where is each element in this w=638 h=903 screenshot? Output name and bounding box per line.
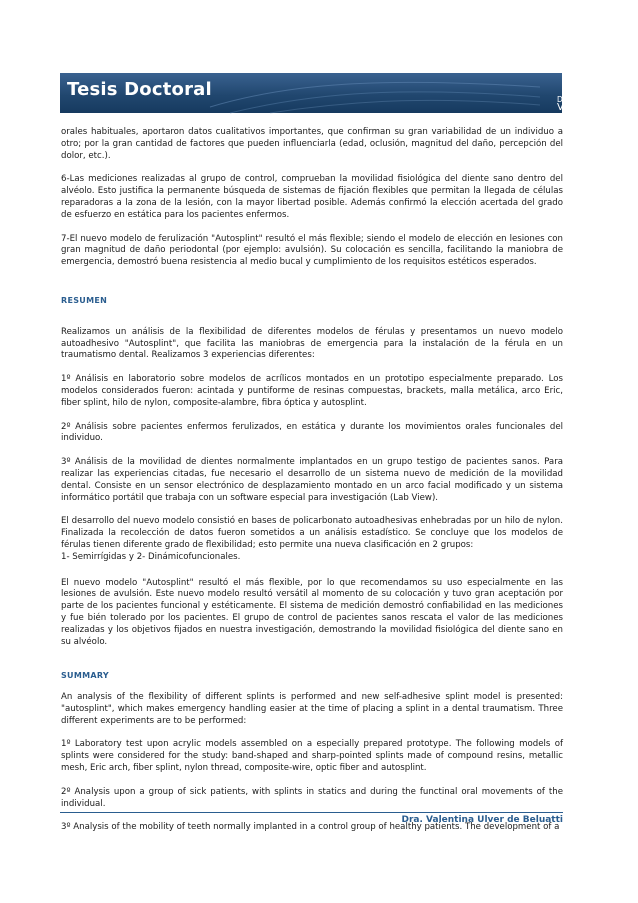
section-heading-summary: SUMMARY bbox=[61, 671, 109, 681]
paragraph: 2º Analysis upon a group of sick patients, with splints in statics and during the functinal oral movements of the individual. bbox=[61, 786, 563, 809]
header-banner bbox=[60, 73, 606, 113]
paragraph: Realizamos un análisis de la flexibilidad de diferentes modelos de férulas y presentamos un nuevo modelo autoadhesivo "Autosplint", que facilita las maniobras de emergencia para la instalación de la férula en un traumatismo dental. Realizamos 3 experiencias diferentes: bbox=[61, 326, 563, 361]
paragraph: 7-El nuevo modelo de ferulización "Autosplint" resultó el más flexible; siendo el modelo de elección en lesiones con gran magnitud de daño periodontal (por ejemplo: avulsión). Su colocación es sencilla, facilitando la maniobra de emergencia, demostró buena resistencia al medio bucal y cumplimiento de los requisitos estéticos esperados. bbox=[61, 233, 563, 268]
footer-divider bbox=[60, 812, 563, 813]
footer-author: Dra. Valentina Ulver de Beluatti bbox=[401, 815, 563, 825]
paragraph: El desarrollo del nuevo modelo consistió en bases de policarbonato autoadhesivas enhebradas por un hilo de nylon. Finalizada la recolección de datos fueron sometidos a un análisis estadístico. Se concluye que los modelos de férulas tienen diferente grado de flexibilidad; esto permite una nueva clasificación en 2 grupos: bbox=[61, 516, 563, 550]
paragraph: El nuevo modelo "Autosplint" resultó el más flexible, por lo que recomendamos su uso especialmente en las lesiones de avulsión. Este nuevo modelo resultó versátil al momento de su colocación y tuvo gran aceptación por parte de los pacientes funcional y estéticamente. El sistema de medición demostró confiabilidad en las mediciones y fue bién tolerado por los pacientes. El grupo de control de pacientes sanos rescata el valor de las mediciones realizadas y los objetivos fijados en nuestra investigación, demostrando la movilidad fisiológica del diente sano en su alvéolo. bbox=[61, 577, 563, 647]
paragraph: 2º Análisis sobre pacientes enfermos ferulizados, en estática y durante los movimientos orales funcionales del individuo. bbox=[61, 421, 563, 444]
section-heading-resumen: RESUMEN bbox=[61, 295, 108, 305]
logo-icon bbox=[585, 74, 613, 96]
logo-text-valentina: Valentina bbox=[557, 102, 606, 113]
document-title: Tesis Doctoral bbox=[67, 79, 212, 100]
paragraph: orales habituales, aportaron datos cualitativos importantes, que confirman su gran variabilidad de un individuo a otro; por la gran cantidad de factores que pueden influenciarla (edad, oclusión, magnitud del daño, percepción del dolor, etc.). bbox=[61, 127, 563, 161]
paragraph: An analysis of the flexibility of different splints is performed and new self-adhesive splint model is presented: "autosplint", which makes emergency handling easier at the time of placing a splint in a dental traumatism. Three different experiments are to be performed: bbox=[61, 692, 563, 726]
paragraph: 6-Las mediciones realizadas al grupo de control, comprueban la movilidad fisiológica del diente sano dentro del alvéolo. Esto justifica la permanente búsqueda de sistemas de fijación flexibles que permitan la llegada de células reparadoras a la zona de la lesión, con la mayor libertad posible. Además confirmó la elección acertada del grado de esfuerzo en estática para los pacientes enfermos. bbox=[61, 174, 563, 220]
banner-decoration bbox=[210, 73, 540, 113]
logo-text-dra: Dra. bbox=[557, 95, 573, 104]
paragraph: 1º Laboratory test upon acrylic models assembled on a especially prepared prototype. The following models of splints were considered for the study: band-shaped and sharp-pointed splints made of compound resins, metallic mesh, Eric arch, fiber splint, nylon thread, composite-wire, optic fiber and autosplint. bbox=[61, 739, 563, 774]
paragraph: 1º Análisis en laboratorio sobre modelos de acrílicos montados en un prototipo especialmente preparado. Los modelos considerados fueron: acintada y puntiforme de resinas compuestas, brackets, malla metálica, arco Eric, fiber splint, hilo de nylon, composite-alambre, fibra óptica y autosplint. bbox=[61, 374, 563, 408]
document-body bbox=[61, 127, 563, 834]
paragraph: 3º Analysis of the mobility of teeth normally implanted in a control group of healthy patients. The development of a bbox=[61, 822, 560, 833]
paragraph: 1- Semirrígidas y 2- Dinámicofuncionales. bbox=[61, 551, 241, 562]
paragraph: 3º Análisis de la movilidad de dientes normalmente implantados en un grupo testigo de pacientes sanos. Para realizar las experiencias citadas, fue necesario el desarrollo de un sistema nuevo de medición de la movilidad dental. Consiste en un sensor electrónico de desplazamiento montado en un arco facial modificado y un sistema informático portátil que trabaja con un software especial para investigación (Lab View). bbox=[61, 457, 563, 503]
